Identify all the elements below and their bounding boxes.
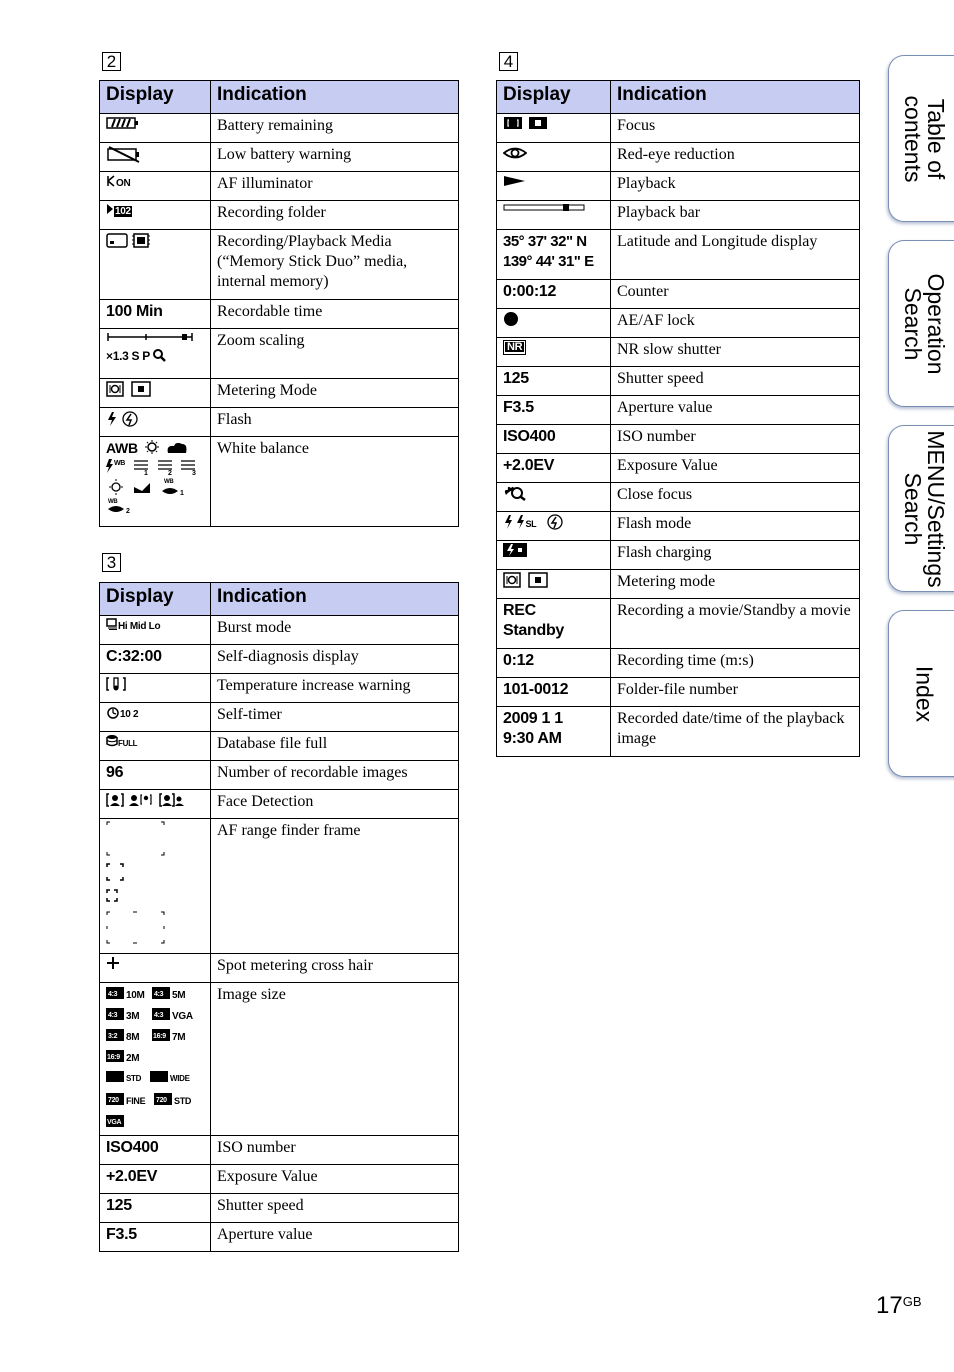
row-indication: Number of recordable images	[211, 761, 459, 790]
table-row	[100, 954, 459, 983]
flash-slow-sync-icon	[515, 514, 525, 535]
database-full-icon	[106, 734, 118, 753]
row-indication: Face Detection	[211, 790, 459, 819]
row-display: 100 Min	[100, 300, 211, 329]
row-indication: Latitude and Longitude display	[611, 230, 860, 280]
row-indication: Recording folder	[211, 201, 459, 230]
row-indication: ISO number	[211, 1136, 459, 1165]
table-row	[497, 143, 860, 172]
table-row	[497, 649, 860, 678]
svg-text:WB: WB	[164, 479, 174, 485]
indication-header: Indication	[611, 81, 860, 114]
low-battery-icon	[106, 145, 142, 168]
row-display: F3.5	[100, 1223, 211, 1252]
section-3-table	[99, 582, 459, 1252]
svg-text:3M: 3M	[126, 1011, 140, 1022]
row-indication: Flash charging	[611, 541, 860, 570]
row-indication: Recording time (m:s)	[611, 649, 860, 678]
zoom-scaling-label: ×1.3 S P	[106, 349, 150, 364]
svg-text:WIDE: WIDE	[170, 1074, 190, 1083]
row-indication: Metering mode	[611, 570, 860, 599]
table-row	[497, 483, 860, 512]
indication-header: Indication	[211, 583, 459, 616]
svg-text:720: 720	[156, 1097, 167, 1104]
svg-text:3:2: 3:2	[108, 1033, 118, 1040]
spot-cross-hair-icon	[106, 956, 120, 975]
table-row	[497, 201, 860, 230]
page-number-suffix: GB	[902, 1294, 922, 1309]
row-indication: Counter	[611, 280, 860, 309]
row-indication: Recording/Playback Media (“Memory Stick Duo” media, internal memory)	[211, 230, 459, 300]
table-row	[100, 143, 459, 172]
row-indication: Self-diagnosis display	[211, 645, 459, 674]
table-row	[100, 114, 459, 143]
table-row	[497, 367, 860, 396]
table-row	[100, 819, 459, 954]
row-indication: AF range finder frame	[211, 819, 459, 954]
table-row	[100, 732, 459, 761]
svg-text:4:3: 4:3	[108, 991, 118, 998]
flash-mode-icon	[503, 514, 513, 535]
table-row	[100, 408, 459, 437]
media-icon	[106, 232, 152, 253]
row-indication: ISO number	[611, 425, 860, 454]
table-row	[100, 230, 459, 300]
playback-bar-icon	[503, 203, 587, 218]
row-indication: Self-timer	[211, 703, 459, 732]
section-4-number: 4	[499, 52, 518, 71]
table-row	[100, 674, 459, 703]
row-display: ISO400	[497, 425, 611, 454]
section-2-table	[99, 80, 459, 527]
table-row	[497, 512, 860, 541]
recording-folder-number: 102	[115, 206, 131, 218]
svg-text:7M: 7M	[172, 1032, 186, 1043]
table-row	[497, 425, 860, 454]
table-row	[100, 1136, 459, 1165]
table-row	[497, 114, 860, 143]
tab-table-of-contents[interactable]	[888, 55, 954, 222]
row-display: 0:00:12	[497, 280, 611, 309]
af-illuminator-icon	[106, 174, 116, 193]
section-3-number: 3	[102, 553, 121, 572]
svg-text:1: 1	[144, 470, 148, 477]
svg-text:2M: 2M	[126, 1053, 140, 1064]
row-indication: Aperture value	[611, 396, 860, 425]
svg-text:VGA: VGA	[172, 1011, 193, 1022]
svg-text:2: 2	[126, 508, 130, 515]
table-row	[100, 1165, 459, 1194]
flash-mode-label: SL	[525, 519, 537, 530]
table-row	[497, 454, 860, 483]
row-indication: Recordable time	[211, 300, 459, 329]
row-indication: Playback bar	[611, 201, 860, 230]
row-indication: Battery remaining	[211, 114, 459, 143]
svg-text:3: 3	[192, 470, 196, 477]
table-row	[497, 230, 860, 280]
page-number	[876, 1292, 922, 1320]
row-display: F3.5	[497, 396, 611, 425]
svg-text:5M: 5M	[172, 990, 186, 1001]
row-indication: White balance	[211, 437, 459, 527]
section-4-table	[496, 80, 860, 757]
self-timer-icon	[106, 705, 120, 724]
row-indication: Playback	[611, 172, 860, 201]
database-full-label: FULL	[118, 739, 138, 749]
row-indication: Aperture value	[211, 1223, 459, 1252]
svg-text:10M: 10M	[126, 990, 145, 1001]
row-indication: Burst mode	[211, 616, 459, 645]
row-display: C:32:00	[100, 645, 211, 674]
focus-icon	[503, 116, 551, 135]
row-indication: Database file full	[211, 732, 459, 761]
svg-text:VGA: VGA	[107, 1119, 122, 1126]
svg-text:STD: STD	[174, 1096, 192, 1106]
svg-text:4:3: 4:3	[154, 1012, 164, 1019]
face-detection-icon	[106, 792, 186, 813]
svg-text:1: 1	[180, 490, 184, 497]
row-display: 125	[497, 367, 611, 396]
table-row	[100, 329, 459, 379]
burst-mode-icon	[106, 618, 118, 635]
row-display: 101-0012	[497, 678, 611, 707]
row-indication: Spot metering cross hair	[211, 954, 459, 983]
svg-text:16:9: 16:9	[153, 1033, 166, 1040]
svg-text:8M: 8M	[126, 1032, 140, 1043]
row-display: +2.0EV	[100, 1165, 211, 1194]
battery-remaining-icon	[106, 116, 140, 135]
table-row	[497, 280, 860, 309]
flash-icon	[106, 410, 142, 433]
display-header: Display	[100, 81, 211, 114]
table-row	[100, 201, 459, 230]
row-indication: Recorded date/time of the playback image	[611, 707, 860, 757]
table-row	[497, 396, 860, 425]
row-display: 125	[100, 1194, 211, 1223]
white-balance-icon	[106, 439, 198, 520]
svg-text:16:9: 16:9	[107, 1054, 120, 1061]
svg-text:720: 720	[108, 1097, 119, 1104]
af-range-finder-icon	[106, 821, 168, 950]
row-display: 2009 1 1 9:30 AM	[497, 707, 611, 757]
tab-index[interactable]	[888, 610, 954, 777]
table-row	[497, 309, 860, 338]
row-indication: Exposure Value	[611, 454, 860, 483]
tab-menu-settings-search[interactable]	[888, 425, 954, 592]
ae-af-lock-icon	[503, 311, 519, 332]
row-indication: Close focus	[611, 483, 860, 512]
table-row	[497, 599, 860, 649]
table-row	[100, 379, 459, 408]
magnifier-icon	[152, 348, 166, 367]
row-indication: Flash	[211, 408, 459, 437]
table-row	[497, 707, 860, 757]
svg-text:WB: WB	[108, 499, 118, 505]
svg-text:AWB: AWB	[106, 440, 138, 456]
row-indication: Flash mode	[611, 512, 860, 541]
table-row	[497, 570, 860, 599]
red-eye-icon	[503, 145, 527, 166]
tab-label: Table of contents	[900, 95, 949, 182]
row-display: 0:12	[497, 649, 611, 678]
tab-label: Index	[911, 665, 938, 722]
row-indication: Zoom scaling	[211, 329, 459, 379]
flash-charging-icon	[503, 543, 527, 562]
section-2-number: 2	[102, 52, 121, 71]
table-row	[497, 678, 860, 707]
svg-text:2: 2	[168, 470, 172, 477]
af-illuminator-label: ON	[116, 178, 131, 190]
zoom-scaling-icon	[106, 331, 194, 348]
row-indication: Metering Mode	[211, 379, 459, 408]
svg-text:FINE: FINE	[126, 1096, 146, 1106]
table-row	[100, 437, 459, 527]
row-indication: AE/AF lock	[611, 309, 860, 338]
table-row	[100, 761, 459, 790]
playback-icon	[503, 174, 527, 193]
self-timer-label: 10 2	[120, 709, 139, 721]
indication-header: Indication	[211, 81, 459, 114]
tab-operation-search[interactable]	[888, 240, 954, 407]
close-focus-icon	[503, 485, 527, 506]
row-indication: Recording a movie/Standby a movie	[611, 599, 860, 649]
metering-mode-icon	[503, 572, 551, 593]
recording-folder-icon	[106, 203, 114, 220]
tab-label: MENU/Settings Search	[900, 429, 949, 588]
row-indication: Shutter speed	[611, 367, 860, 396]
row-display: REC Standby	[497, 599, 611, 649]
row-indication: Red-eye reduction	[611, 143, 860, 172]
burst-mode-label: Hi Mid Lo	[118, 621, 161, 633]
display-header: Display	[497, 81, 611, 114]
row-indication: Image size	[211, 983, 459, 1136]
row-display: 96	[100, 761, 211, 790]
page-number-value: 17	[876, 1292, 903, 1319]
table-row	[100, 1194, 459, 1223]
temperature-warning-icon	[106, 676, 126, 697]
svg-text:STD: STD	[126, 1074, 142, 1083]
table-row	[100, 172, 459, 201]
table-row	[100, 300, 459, 329]
side-tabs	[888, 0, 954, 1372]
row-indication: AF illuminator	[211, 172, 459, 201]
svg-text:4:3: 4:3	[154, 991, 164, 998]
flash-off-icon	[547, 514, 563, 535]
image-size-icon	[106, 985, 204, 1132]
svg-text:4:3: 4:3	[108, 1012, 118, 1019]
table-row	[100, 616, 459, 645]
svg-text:WB: WB	[114, 460, 126, 467]
row-indication: Exposure Value	[211, 1165, 459, 1194]
row-indication: Low battery warning	[211, 143, 459, 172]
table-row	[100, 790, 459, 819]
table-row	[497, 172, 860, 201]
row-display: ISO400	[100, 1136, 211, 1165]
row-display: 35° 37' 32" N 139° 44' 31" E	[497, 230, 611, 280]
row-indication: Shutter speed	[211, 1194, 459, 1223]
row-indication: Temperature increase warning	[211, 674, 459, 703]
metering-mode-icon	[106, 381, 154, 402]
row-display: +2.0EV	[497, 454, 611, 483]
nr-label: NR	[507, 341, 523, 353]
table-row	[100, 703, 459, 732]
tab-label: Operation Search	[900, 272, 949, 375]
table-row	[100, 1223, 459, 1252]
row-indication: Folder-file number	[611, 678, 860, 707]
display-header: Display	[100, 583, 211, 616]
table-row	[497, 541, 860, 570]
nr-slow-shutter-icon	[503, 340, 526, 355]
table-row	[100, 645, 459, 674]
row-indication: NR slow shutter	[611, 338, 860, 367]
row-indication: Focus	[611, 114, 860, 143]
table-row	[100, 983, 459, 1136]
table-row	[497, 338, 860, 367]
